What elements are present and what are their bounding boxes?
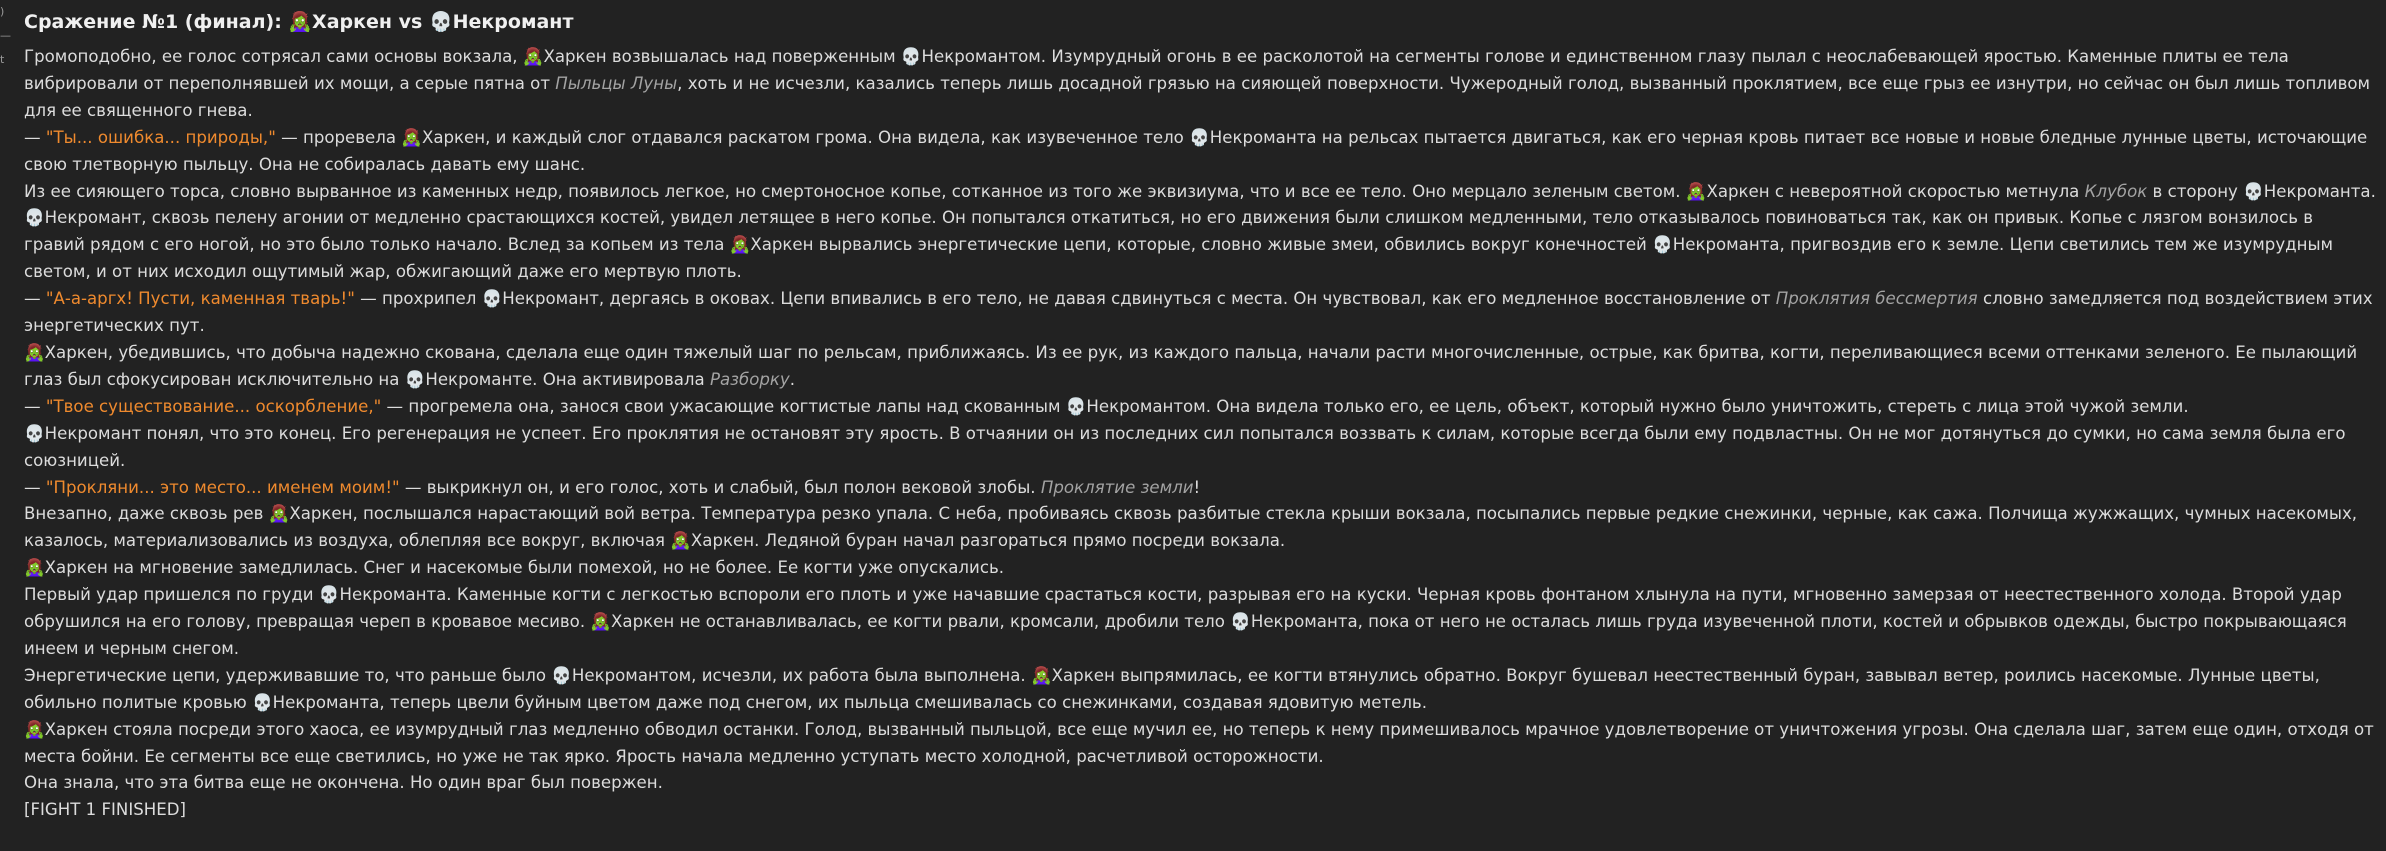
paragraph-text: Первый удар пришелся по груди 💀Некроманта. Каменные когти с легкостью вспороли его плоть и уже начавшие срастаться кости, разрывая его на куски. Черная кровь фонтаном хлынула на пути, мгновенно замерзая от неестественного холода. Второй удар обрушился на его голову, превращая череп в кровавое месиво. 🧟‍♀️Харкен не останавливалась, ее когти рвали, кромсали, дробили тело 💀Некроманта, пока от него не осталась лишь груда изувеченной плоти, костей и обрывков одежды, быстро покрывающаяся инеем и черным снегом. xyxy=(24,585,2347,658)
paragraph-text: — проревела 🧟‍♀️Харкен, и каждый слог отдавался раскатом грома. Она видела, как изувеченное тело 💀Некроманта на рельсах пытается двигаться, как его черная кровь питает все новые и новые бледные лунные цветы, источающие свою тлетворную пыльцу. Она не собиралась давать ему шанс. xyxy=(24,127,2368,174)
story-paragraph xyxy=(24,475,2376,502)
story-paragraph xyxy=(24,286,2376,340)
story-paragraph xyxy=(24,582,2376,663)
paragraph-text: 🧟‍♀️Харкен на мгновение замедлилась. Снег и насекомые были помехой, но не более. Ее когти уже опускались. xyxy=(24,558,1005,578)
paragraph-text: — xyxy=(24,396,46,416)
dialogue-quote: "Ты... ошибка... природы," xyxy=(45,127,276,147)
story-paragraph xyxy=(24,421,2376,475)
paragraph-text: — xyxy=(24,289,46,309)
paragraph-text: . xyxy=(789,369,796,389)
dialogue-quote: "Прокляни... это место... именем моим!" xyxy=(45,477,400,497)
message-body xyxy=(24,44,2376,824)
story-paragraph xyxy=(24,555,2376,582)
paragraph-text: — xyxy=(24,477,46,497)
dialogue-quote: "А-а-аргх! Пусти, каменная тварь!" xyxy=(45,289,355,309)
paragraph-text: 🧟‍♀️Харкен стояла посреди этого хаоса, ее изумрудный глаз медленно обводил останки. Голод, вызванный пыльцой, все еще мучил ее, но теперь к нему примешивалось мрачное удовлетворение от уничтожения угрозы. Она сделала шаг, затем еще один, отходя от места бойни. Ее сегменты все еще светились, но уже не так ярко. Ярость начала медленно уступать место холодной, расчетливой осторожности. xyxy=(24,719,2374,766)
paragraph-text: [FIGHT 1 FINISHED] xyxy=(24,800,186,820)
story-paragraph xyxy=(24,663,2376,717)
ability-name: Пыльцы Луны xyxy=(555,73,678,93)
ability-name: Клубок xyxy=(2084,181,2148,201)
paragraph-text: в сторону 💀Некроманта. 💀Некромант, сквозь пелену агонии от медленно срастающихся костей, увидел летящее в него копье. Он попытался откатиться, но его движения были слишком медленными, тело отказывалось повиноваться так, как он привык. Копье с лязгом вонзилось в гравий рядом с его ногой, но это было только начало. Вслед за копьем из тела 🧟‍♀️Харкен вырвались энергетические цепи, которые, словно живые змеи, обвились вокруг конечностей 💀Некроманта, пригвоздив его к земле. Цепи светились тем же изумрудным светом, и от них исходил ощутимый жар, обжигающий даже его мертвую плоть. xyxy=(24,181,2376,282)
paragraph-text: Она знала, что эта битва еще не окончена. Но один враг был повержен. xyxy=(24,773,663,793)
message-title: Сражение №1 (финал): 🧟‍♀️Харкен vs 💀Некромант xyxy=(24,11,574,33)
paragraph-text: 💀Некромант понял, что это конец. Его регенерация не успеет. Его проклятия не остановят эту ярость. В отчаянии он из последних сил попытался воззвать к силам, которые всегда были ему подвластны. Он не мог дотянуться до сумки, но сама земля была его союзницей. xyxy=(24,423,2346,470)
paragraph-text: — xyxy=(24,127,46,147)
ability-name: Разборку xyxy=(709,369,790,389)
paragraph-text: Из ее сияющего торса, словно вырванное из каменных недр, появилось легкое, но смертоносное копье, сотканное из того же эквизиума, что и все ее тело. Оно мерцало зеленым светом. 🧟‍♀️Харкен с невероятной скоростью метнула xyxy=(24,181,2085,201)
story-paragraph xyxy=(24,501,2376,555)
edge-glyph: — xyxy=(0,29,11,42)
story-paragraph xyxy=(24,125,2376,179)
story-paragraph xyxy=(24,717,2376,771)
edge-glyph: t xyxy=(0,53,5,66)
chat-message xyxy=(24,6,2376,824)
paragraph-text: — прохрипел 💀Некромант, дергаясь в оковах. Цепи впивались в его тело, не давая сдвинуться с места. Он чувствовал, как его медленное восстановление от xyxy=(354,289,1776,309)
left-edge-glyphs xyxy=(0,0,11,72)
story-paragraph xyxy=(24,797,2376,824)
ability-name: Проклятие земли xyxy=(1040,477,1194,497)
paragraph-text: , хоть и не исчезли, казались теперь лишь досадной грязью на сияющей поверхности. Чужеродный голод, вызванный проклятием, все еще грыз ее изнутри, но сейчас он был лишь топливом для ее священного гнева. xyxy=(24,73,2371,120)
story-paragraph xyxy=(24,770,2376,797)
story-paragraph xyxy=(24,394,2376,421)
paragraph-text: Громоподобно, ее голос сотрясал сами основы вокзала, 🧟‍♀️Харкен возвышалась над поверженным 💀Некромантом. Изумрудный огонь в ее расколотой на сегменты голове и единственном глазу пылал с неослабевающей яростью. Каменные плиты ее тела вибрировали от переполнявшей их мощи, а серые пятна от xyxy=(24,47,2289,93)
ability-name: Проклятия бессмертия xyxy=(1775,289,1978,309)
story-paragraph xyxy=(24,179,2376,287)
paragraph-text: 🧟‍♀️Харкен, убедившись, что добыча надежно скована, сделала еще один тяжелый шаг по рельсам, приближаясь. Из ее рук, из каждого пальца, начали расти многочисленные, острые, как бритва, когти, переливающиеся всеми оттенками зеленого. Ее пылающий глаз был сфокусирован исключительно на 💀Некроманте. Она активировала xyxy=(24,342,2358,389)
story-paragraph xyxy=(24,44,2376,125)
paragraph-text: Внезапно, даже сквозь рев 🧟‍♀️Харкен, послышался нарастающий вой ветра. Температура резко упала. С неба, пробиваясь сквозь разбитые стекла крыши вокзала, посыпались первые редкие снежинки, черные, как сажа. Полчища жужжащих, чумных насекомых, казалось, материализовались из воздуха, облепляя все вокруг, включая 🧟‍♀️Харкен. Ледяной буран начал разгораться прямо посреди вокзала. xyxy=(24,504,2358,551)
story-paragraph xyxy=(24,340,2376,394)
dialogue-quote: "Твое существование... оскорбление," xyxy=(45,396,382,416)
edge-glyph: ) xyxy=(0,5,5,18)
paragraph-text: — прогремела она, занося свои ужасающие когтистые лапы над скованным 💀Некромантом. Она видела только его, ее цель, объект, который нужно было уничтожить, стереть с лица этой чужой земли. xyxy=(381,396,2189,416)
paragraph-text: ! xyxy=(1193,477,1201,497)
paragraph-text: Энергетические цепи, удерживавшие то, что раньше было 💀Некромантом, исчезли, их работа была выполнена. 🧟‍♀️Харкен выпрямилась, ее когти втянулись обратно. Вокруг бушевал неестественный буран, завывал ветер, роились насекомые. Лунные цветы, обильно политые кровью 💀Некроманта, теперь цвели буйным цветом даже под снегом, их пыльца смешивалась со снежинками, создавая ядовитую метель. xyxy=(24,665,2320,712)
paragraph-text: — выкрикнул он, и его голос, хоть и слабый, был полон вековой злобы. xyxy=(399,477,1041,497)
paragraph-text: словно замедляется под воздействием этих энергетических пут. xyxy=(24,289,2373,336)
